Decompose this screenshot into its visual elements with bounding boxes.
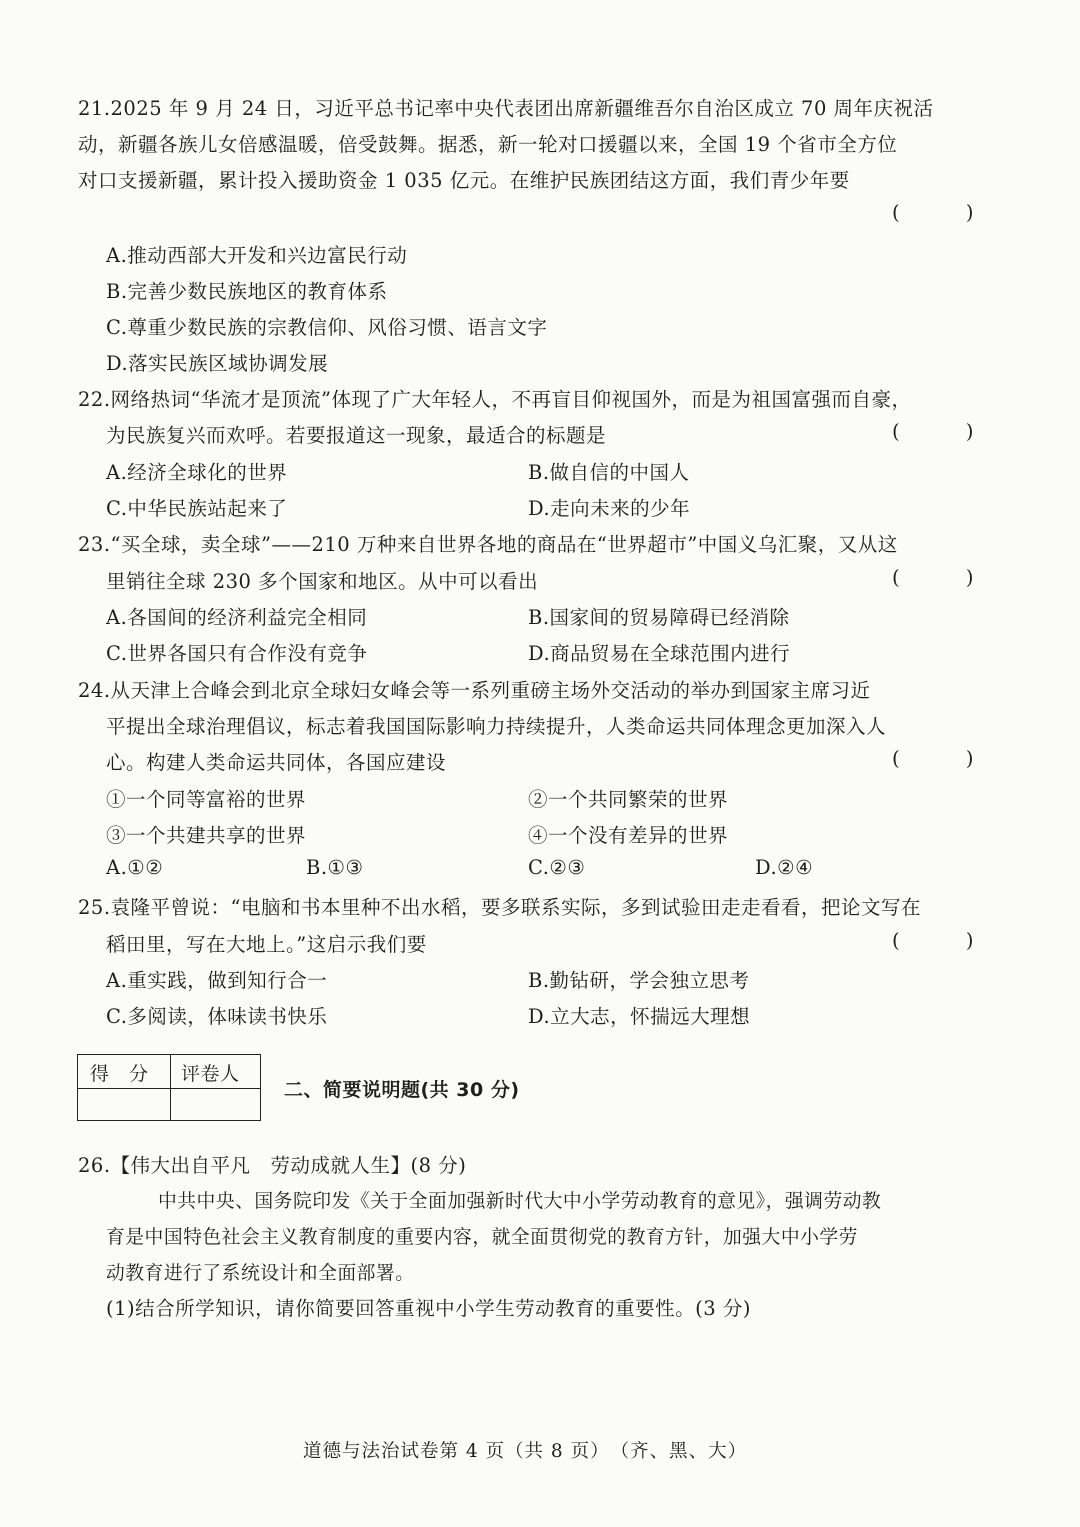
q21-option-b: B.完善少数民族地区的教育体系 bbox=[106, 280, 388, 303]
q24-stem-line-1: 24.从天津上合峰会到北京全球妇女峰会等一系列重磅主场外交活动的举办到国家主席习近 bbox=[78, 679, 871, 702]
q24-option-d: D.②④ bbox=[755, 856, 814, 879]
score-table bbox=[77, 1054, 261, 1121]
q24-option-b: B.①③ bbox=[306, 856, 364, 879]
q24-item-3: ③一个共建共享的世界 bbox=[106, 824, 307, 847]
q23-option-d: D.商品贸易在全球范围内进行 bbox=[528, 642, 791, 665]
q21-stem-line-3: 对口支援新疆，累计投入援助资金 1 035 亿元。在维护民族团结这方面，我们青少年要 bbox=[78, 169, 850, 192]
q21-option-a: A.推动西部大开发和兴边富民行动 bbox=[106, 244, 408, 267]
q23-stem-line-2: 里销往全球 230 多个国家和地区。从中可以看出 bbox=[106, 570, 539, 593]
q26-answer-area[interactable] bbox=[106, 1330, 976, 1430]
q24-stem-line-2: 平提出全球治理倡议，标志着我国国际影响力持续提升，人类命运共同体理念更加深入人 bbox=[106, 715, 887, 738]
q25-stem-line-2: 稻田里，写在大地上。”这启示我们要 bbox=[106, 933, 427, 956]
grader-input-cell[interactable] bbox=[171, 1089, 261, 1120]
q22-answer-blank[interactable]: ( ) bbox=[892, 420, 974, 443]
q21-option-c: C.尊重少数民族的宗教信仰、风俗习惯、语言文字 bbox=[106, 316, 548, 339]
q22-option-c: C.中华民族站起来了 bbox=[106, 497, 288, 520]
page-footer: 道德与法治试卷第 4 页（共 8 页） （齐、黑、大） bbox=[303, 1441, 748, 1462]
q21-stem-line-2: 动，新疆各族儿女倍感温暖，倍受鼓舞。据悉，新一轮对口援疆以来，全国 19 个省市全方位 bbox=[78, 133, 898, 156]
q26-heading: 26.【伟大出自平凡 劳动成就人生】(8 分) bbox=[78, 1154, 467, 1177]
q22-option-a: A.经济全球化的世界 bbox=[106, 461, 288, 484]
q25-option-d: D.立大志，怀揣远大理想 bbox=[528, 1005, 751, 1028]
q24-item-2: ②一个共同繁荣的世界 bbox=[528, 788, 729, 811]
q22-stem-line-1: 22.网络热词“华流才是顶流”体现了广大年轻人，不再盲目仰视国外，而是为祖国富强而自豪， bbox=[78, 388, 912, 411]
q26-material-line-2: 育是中国特色社会主义教育制度的重要内容，就全面贯彻党的教育方针，加强大中小学劳 bbox=[106, 1227, 858, 1248]
q26-material-line-1: 中共中央、国务院印发《关于全面加强新时代大中小学劳动教育的意见》，强调劳动教 bbox=[158, 1191, 882, 1212]
q24-item-4: ④一个没有差异的世界 bbox=[528, 824, 729, 847]
q22-stem-line-2: 为民族复兴而欢呼。若要报道这一现象，最适合的标题是 bbox=[106, 424, 607, 447]
q24-stem-line-3: 心。构建人类命运共同体，各国应建设 bbox=[106, 751, 447, 774]
q22-option-d: D.走向未来的少年 bbox=[528, 497, 691, 520]
q25-option-c: C.多阅读，体味读书快乐 bbox=[106, 1005, 328, 1028]
q25-stem-line-1: 25.袁隆平曾说：“电脑和书本里种不出水稻，要多联系实际，多到试验田走走看看，把论文写在 bbox=[78, 896, 921, 919]
q21-stem-line-1: 21.2025 年 9 月 24 日，习近平总书记率中央代表团出席新疆维吾尔自治区成立 70 周年庆祝活 bbox=[78, 97, 934, 120]
q24-item-1: ①一个同等富裕的世界 bbox=[106, 788, 307, 811]
q21-option-d: D.落实民族区域协调发展 bbox=[106, 352, 329, 375]
q25-answer-blank[interactable]: ( ) bbox=[892, 929, 974, 952]
q21-answer-blank[interactable]: ( ) bbox=[892, 201, 974, 224]
q23-option-c: C.世界各国只有合作没有竞争 bbox=[106, 642, 368, 665]
q24-answer-blank[interactable]: ( ) bbox=[892, 747, 974, 770]
q26-sub-question-1: (1)结合所学知识，请你简要回答重视中小学生劳动教育的重要性。(3 分) bbox=[106, 1297, 751, 1320]
section-2-title: 二、简要说明题(共 30 分) bbox=[284, 1079, 520, 1101]
q23-stem-line-1: 23.“买全球，卖全球”——210 万种来自世界各地的商品在“世界超市”中国义乌汇聚，又从这 bbox=[78, 533, 898, 556]
score-header: 得 分 bbox=[90, 1063, 149, 1085]
score-input-cell[interactable] bbox=[78, 1089, 170, 1120]
q22-option-b: B.做自信的中国人 bbox=[528, 461, 690, 484]
grader-header: 评卷人 bbox=[181, 1063, 240, 1085]
q23-answer-blank[interactable]: ( ) bbox=[892, 566, 974, 589]
q26-material-line-3: 动教育进行了系统设计和全面部署。 bbox=[106, 1263, 415, 1284]
q24-option-a: A.①② bbox=[106, 856, 164, 879]
q25-option-b: B.勤钻研，学会独立思考 bbox=[528, 969, 750, 992]
q23-option-b: B.国家间的贸易障碍已经消除 bbox=[528, 606, 790, 629]
q25-option-a: A.重实践，做到知行合一 bbox=[106, 969, 328, 992]
q23-option-a: A.各国间的经济利益完全相同 bbox=[106, 606, 368, 629]
q24-option-c: C.②③ bbox=[528, 856, 586, 879]
